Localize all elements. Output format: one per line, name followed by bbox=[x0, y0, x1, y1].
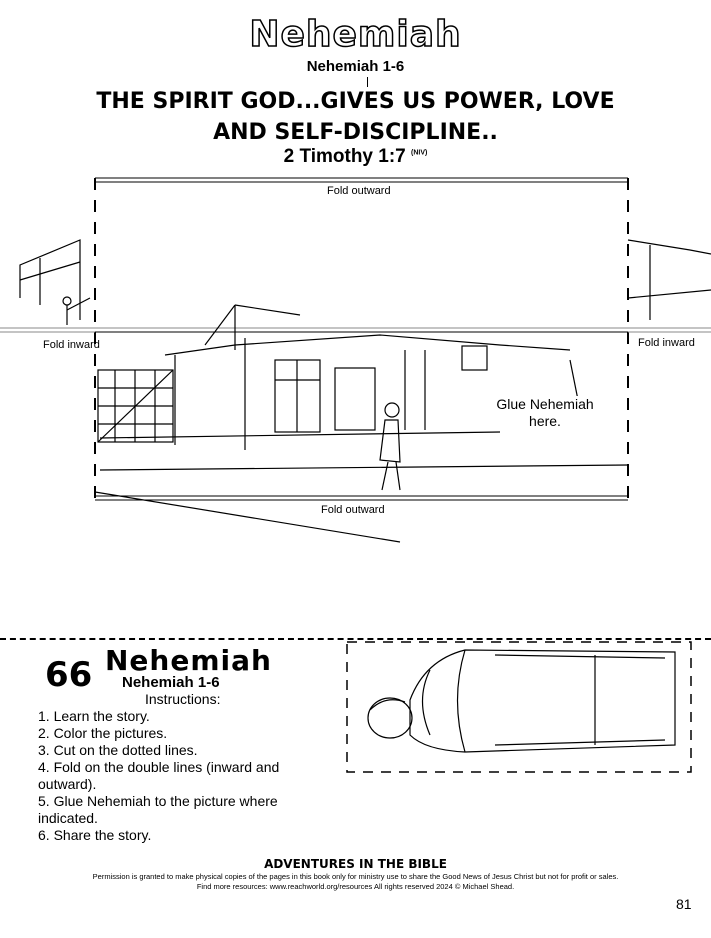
lesson-title: Nehemiah bbox=[105, 644, 272, 677]
instruction-list bbox=[38, 708, 338, 844]
fold-bottom-label: Fold outward bbox=[321, 504, 385, 516]
verse-line-2: AND SELF-DISCIPLINE.. bbox=[213, 120, 498, 145]
page-number: 81 bbox=[676, 896, 692, 912]
glue-line-1: Glue Nehemiah bbox=[496, 396, 594, 412]
divider-tick bbox=[367, 77, 368, 87]
nehemiah-figure-sketch bbox=[368, 650, 675, 752]
instruction-step: 4. Fold on the double lines (inward and bbox=[38, 759, 280, 775]
verse-line-1: THE SPIRIT GOD...GIVES US POWER, LOVE bbox=[96, 89, 615, 114]
craft-fold-diagram bbox=[0, 170, 711, 550]
glue-line-2: here. bbox=[529, 413, 561, 429]
footer-brand: ADVENTURES IN THE BIBLE bbox=[264, 857, 447, 871]
lesson-reference: Nehemiah 1-6 bbox=[122, 674, 220, 691]
nehemiah-cutout bbox=[345, 640, 695, 775]
instruction-step: 2. Color the pictures. bbox=[38, 725, 168, 741]
fold-top-label: Fold outward bbox=[327, 185, 391, 197]
page-title: Nehemiah bbox=[249, 14, 462, 55]
glue-label bbox=[490, 396, 600, 430]
verse-reference bbox=[0, 146, 711, 168]
city-wall-sketch bbox=[20, 240, 711, 542]
instruction-step: outward). bbox=[38, 776, 97, 792]
fold-right-label: Fold inward bbox=[638, 337, 695, 349]
instruction-step: 1. Learn the story. bbox=[38, 708, 150, 724]
title-reference: Nehemiah 1-6 bbox=[306, 58, 405, 75]
instruction-step: 3. Cut on the dotted lines. bbox=[38, 742, 198, 758]
verse-ref-text: 2 Timothy 1:7 bbox=[283, 146, 406, 167]
instruction-step: 6. Share the story. bbox=[38, 827, 152, 843]
footer-resources: Find more resources: www.reachworld.org/resources All rights reserved 2024 © Michael Shead. bbox=[196, 882, 515, 891]
instruction-step: indicated. bbox=[38, 810, 98, 826]
verse-version: (NIV) bbox=[411, 149, 428, 157]
instruction-step: 5. Glue Nehemiah to the picture where bbox=[38, 793, 278, 809]
lesson-number: 66 bbox=[45, 655, 93, 695]
footer-permission: Permission is granted to make physical copies of the pages in this book only for ministry use to share the Good News of Jesus Christ but not for profit or sales. bbox=[92, 872, 619, 881]
fold-left-label: Fold inward bbox=[43, 339, 100, 351]
cutout-border bbox=[347, 642, 691, 772]
instructions-label: Instructions: bbox=[145, 691, 221, 707]
